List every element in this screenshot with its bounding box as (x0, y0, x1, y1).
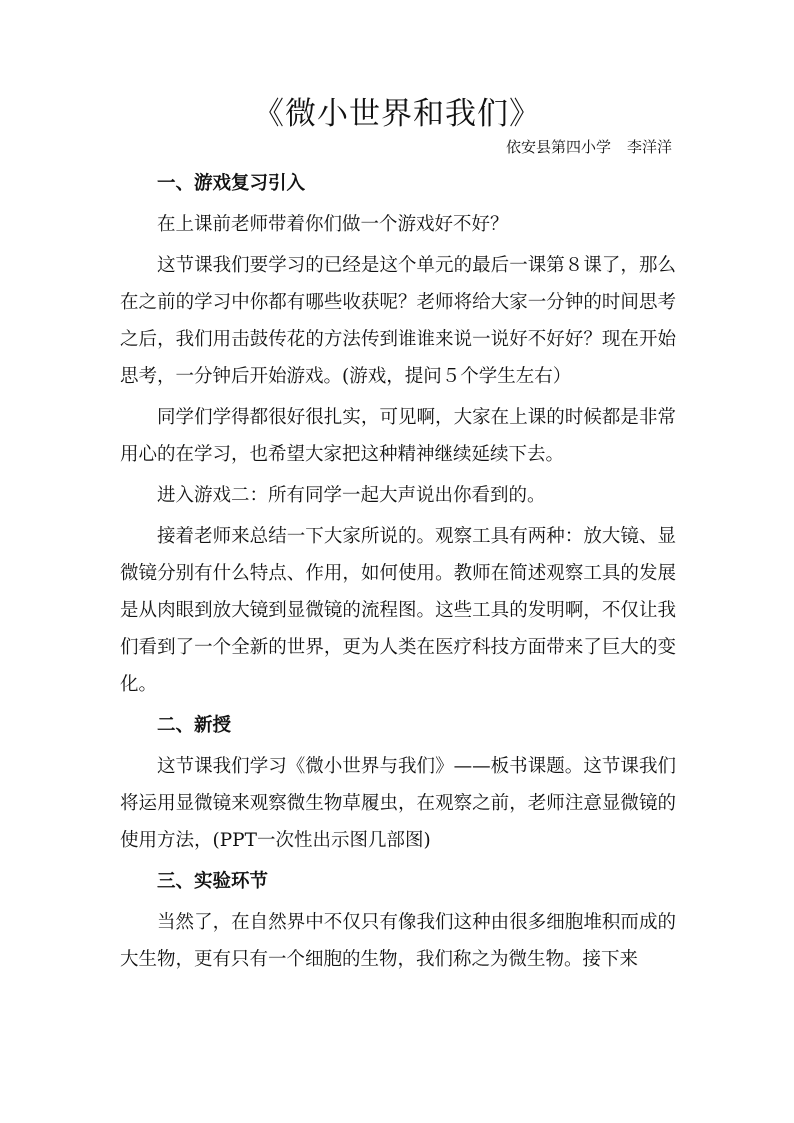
author-school: 依安县第四小学 (505, 138, 611, 156)
paragraph: 当然了，在自然界中不仅只有像我们这种由很多细胞堆积而成的大生物，更有只有一个细胞的生物，我们称之为微生物。接下来 (120, 912, 676, 970)
paragraph: 在上课前老师带着你们做一个游戏好不好？ (157, 214, 509, 235)
page-title: 《微小世界和我们》 (253, 96, 541, 132)
author-line (506, 136, 672, 158)
paragraph: 这节课我们要学习的已经是这个单元的最后一课第８课了，那么在之前的学习中你都有哪些收获呢？老师将给大家一分钟的时间思考之后，我们用击鼓传花的方法传到谁谁来说一说好不好好？现在开始思考，一分钟后开始游戏。(游戏，提问５个学生左右） (120, 255, 676, 387)
paragraph: 进入游戏二：所有同学一起大声说出你看到的。 (157, 485, 546, 506)
paragraph: 同学们学得都很好很扎实，可见啊，大家在上课的时候都是非常用心的在学习，也希望大家把这种精神继续延续下去。 (120, 407, 676, 465)
section-heading-2: 二、新授 (157, 715, 232, 736)
document-body (120, 165, 676, 982)
section-heading-1: 一、游戏复习引入 (157, 173, 306, 194)
author-name: 李洋洋 (626, 138, 672, 156)
section-heading-3: 三、实验环节 (157, 871, 269, 892)
paragraph: 接着老师来总结一下大家所说的。观察工具有两种：放大镜、显微镜分别有什么特点、作用，如何使用。教师在简述观察工具的发展是从肉眼到放大镜到显微镜的流程图。这些工具的发明啊，不仅让我们看到了一个全新的世界，更为人类在医疗科技方面带来了巨大的变化。 (120, 526, 676, 695)
paragraph: 这节课我们学习《微小世界与我们》——板书课题。这节课我们将运用显微镜来观察微生物草履虫，在观察之前，老师注意显微镜的使用方法，(PPT一次性出示图几部图) (120, 756, 676, 851)
